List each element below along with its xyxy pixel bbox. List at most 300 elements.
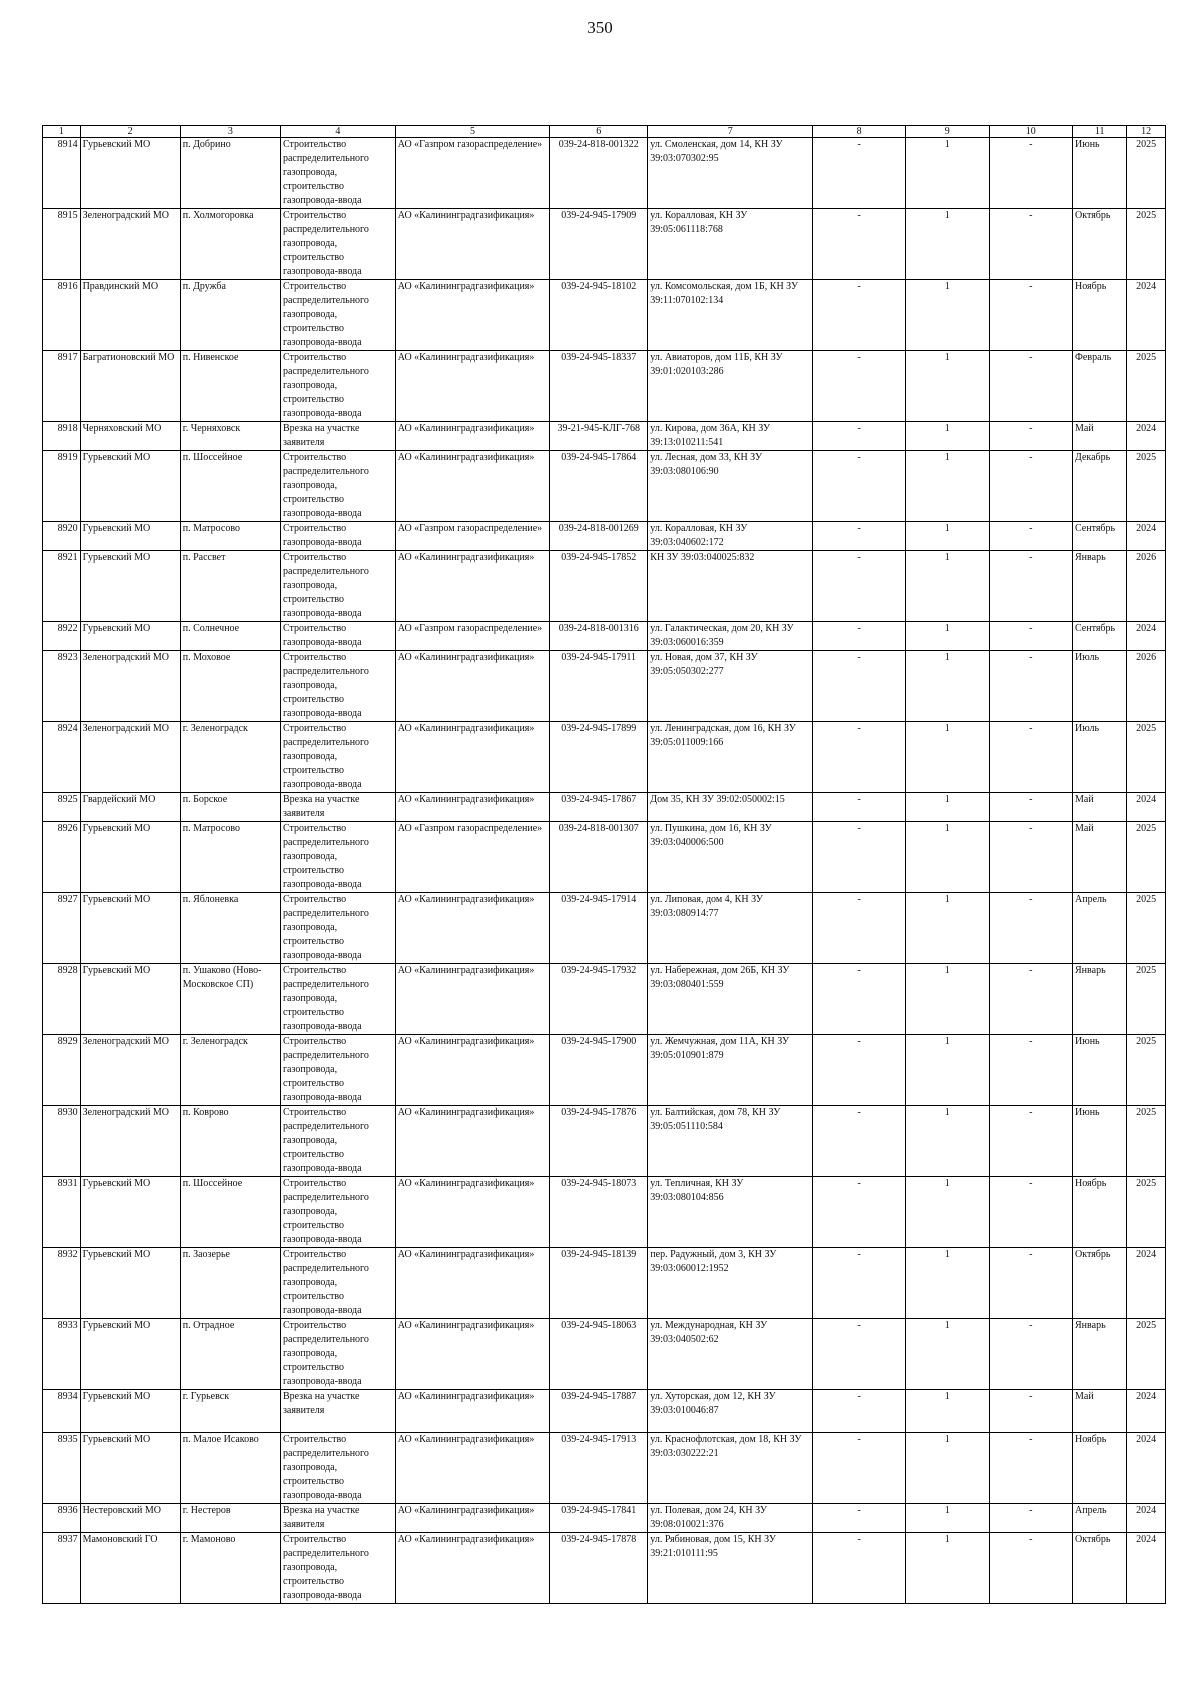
column-header: 6 xyxy=(550,126,648,138)
cell-col10: - xyxy=(989,1390,1072,1433)
cell-work-type: Строительство распределительного газопровода, строительство газопровода-ввода xyxy=(280,138,395,209)
cell-organization: АО «Калининградгазификация» xyxy=(395,964,549,1035)
cell-col8: - xyxy=(813,138,906,209)
cell-application-id: 039-24-945-17878 xyxy=(550,1533,648,1604)
cell-number: 8926 xyxy=(43,822,81,893)
registry-table xyxy=(42,125,1166,1604)
cell-work-type: Врезка на участке заявителя xyxy=(280,793,395,822)
cell-col10: - xyxy=(989,1504,1072,1533)
cell-col10: - xyxy=(989,793,1072,822)
cell-col9: 1 xyxy=(906,451,989,522)
cell-month: Сентябрь xyxy=(1073,522,1127,551)
cell-organization: АО «Калининградгазификация» xyxy=(395,1248,549,1319)
cell-col10: - xyxy=(989,522,1072,551)
cell-work-type: Строительство распределительного газопровода, строительство газопровода-ввода xyxy=(280,1319,395,1390)
column-header: 9 xyxy=(906,126,989,138)
cell-work-type: Строительство распределительного газопровода, строительство газопровода-ввода xyxy=(280,893,395,964)
table-row xyxy=(43,793,1166,822)
cell-work-type: Строительство распределительного газопровода, строительство газопровода-ввода xyxy=(280,1177,395,1248)
column-header: 12 xyxy=(1127,126,1166,138)
column-header: 11 xyxy=(1073,126,1127,138)
cell-application-id: 039-24-945-17867 xyxy=(550,793,648,822)
cell-year: 2024 xyxy=(1127,280,1166,351)
cell-col10: - xyxy=(989,622,1072,651)
cell-municipality: Гурьевский МО xyxy=(80,1433,180,1504)
cell-col10: - xyxy=(989,551,1072,622)
column-header: 4 xyxy=(280,126,395,138)
cell-col9: 1 xyxy=(906,1177,989,1248)
cell-municipality: Гурьевский МО xyxy=(80,1319,180,1390)
cell-year: 2025 xyxy=(1127,893,1166,964)
cell-settlement: п. Холмогоровка xyxy=(180,209,280,280)
cell-organization: АО «Газпром газораспределение» xyxy=(395,522,549,551)
cell-municipality: Зеленоградский МО xyxy=(80,1035,180,1106)
cell-organization: АО «Калининградгазификация» xyxy=(395,1533,549,1604)
cell-number: 8921 xyxy=(43,551,81,622)
cell-settlement: п. Ушаково (Ново-Московское СП) xyxy=(180,964,280,1035)
cell-col10: - xyxy=(989,1035,1072,1106)
cell-address: ул. Авиаторов, дом 11Б, КН ЗУ 39:01:020103:286 xyxy=(648,351,813,422)
cell-col8: - xyxy=(813,822,906,893)
cell-address: ул. Краснофлотская, дом 18, КН ЗУ 39:03:030222:21 xyxy=(648,1433,813,1504)
cell-organization: АО «Калининградгазификация» xyxy=(395,722,549,793)
cell-organization: АО «Калининградгазификация» xyxy=(395,280,549,351)
table-row xyxy=(43,822,1166,893)
cell-settlement: п. Моховое xyxy=(180,651,280,722)
table-row xyxy=(43,1533,1166,1604)
cell-work-type: Строительство распределительного газопровода, строительство газопровода-ввода xyxy=(280,451,395,522)
table-row xyxy=(43,209,1166,280)
cell-settlement: п. Шоссейное xyxy=(180,1177,280,1248)
column-header: 1 xyxy=(43,126,81,138)
cell-col8: - xyxy=(813,622,906,651)
cell-number: 8932 xyxy=(43,1248,81,1319)
cell-work-type: Строительство распределительного газопровода, строительство газопровода-ввода xyxy=(280,964,395,1035)
cell-year: 2024 xyxy=(1127,1433,1166,1504)
cell-application-id: 039-24-945-17899 xyxy=(550,722,648,793)
cell-month: Ноябрь xyxy=(1073,280,1127,351)
cell-organization: АО «Калининградгазификация» xyxy=(395,422,549,451)
cell-col8: - xyxy=(813,722,906,793)
cell-municipality: Гурьевский МО xyxy=(80,522,180,551)
cell-municipality: Нестеровский МО xyxy=(80,1504,180,1533)
cell-municipality: Гурьевский МО xyxy=(80,451,180,522)
cell-municipality: Гурьевский МО xyxy=(80,822,180,893)
cell-year: 2025 xyxy=(1127,1319,1166,1390)
cell-municipality: Черняховский МО xyxy=(80,422,180,451)
cell-col9: 1 xyxy=(906,1248,989,1319)
cell-month: Декабрь xyxy=(1073,451,1127,522)
cell-settlement: п. Борское xyxy=(180,793,280,822)
cell-col8: - xyxy=(813,1106,906,1177)
cell-col9: 1 xyxy=(906,351,989,422)
cell-col9: 1 xyxy=(906,622,989,651)
cell-year: 2024 xyxy=(1127,1533,1166,1604)
cell-month: Май xyxy=(1073,422,1127,451)
cell-municipality: Гурьевский МО xyxy=(80,964,180,1035)
cell-col8: - xyxy=(813,964,906,1035)
cell-year: 2025 xyxy=(1127,822,1166,893)
column-header: 10 xyxy=(989,126,1072,138)
cell-col8: - xyxy=(813,280,906,351)
cell-year: 2024 xyxy=(1127,793,1166,822)
cell-work-type: Строительство распределительного газопровода, строительство газопровода-ввода xyxy=(280,551,395,622)
cell-settlement: п. Матросово xyxy=(180,522,280,551)
cell-address: ул. Международная, КН ЗУ 39:03:040502:62 xyxy=(648,1319,813,1390)
cell-number: 8924 xyxy=(43,722,81,793)
cell-municipality: Гурьевский МО xyxy=(80,622,180,651)
cell-settlement: п. Матросово xyxy=(180,822,280,893)
cell-col8: - xyxy=(813,451,906,522)
cell-application-id: 039-24-945-17909 xyxy=(550,209,648,280)
cell-col8: - xyxy=(813,1390,906,1433)
cell-application-id: 039-24-945-17887 xyxy=(550,1390,648,1433)
cell-col9: 1 xyxy=(906,209,989,280)
cell-address: ул. Коралловая, КН ЗУ 39:05:061118:768 xyxy=(648,209,813,280)
cell-col9: 1 xyxy=(906,1035,989,1106)
cell-application-id: 039-24-945-17841 xyxy=(550,1504,648,1533)
cell-number: 8933 xyxy=(43,1319,81,1390)
cell-col9: 1 xyxy=(906,793,989,822)
cell-application-id: 039-24-945-18102 xyxy=(550,280,648,351)
cell-address: ул. Смоленская, дом 14, КН ЗУ 39:03:070302:95 xyxy=(648,138,813,209)
cell-application-id: 039-24-945-17932 xyxy=(550,964,648,1035)
cell-number: 8931 xyxy=(43,1177,81,1248)
cell-month: Январь xyxy=(1073,1319,1127,1390)
cell-number: 8930 xyxy=(43,1106,81,1177)
table-row xyxy=(43,651,1166,722)
table-body xyxy=(43,138,1166,1604)
cell-year: 2024 xyxy=(1127,422,1166,451)
cell-month: Июнь xyxy=(1073,1035,1127,1106)
cell-col10: - xyxy=(989,1106,1072,1177)
cell-number: 8936 xyxy=(43,1504,81,1533)
cell-col8: - xyxy=(813,209,906,280)
cell-month: Октябрь xyxy=(1073,1533,1127,1604)
cell-year: 2024 xyxy=(1127,522,1166,551)
cell-work-type: Строительство распределительного газопровода, строительство газопровода-ввода xyxy=(280,280,395,351)
cell-application-id: 039-24-945-18337 xyxy=(550,351,648,422)
cell-month: Июль xyxy=(1073,722,1127,793)
cell-year: 2025 xyxy=(1127,451,1166,522)
cell-work-type: Строительство распределительного газопровода, строительство газопровода-ввода xyxy=(280,1035,395,1106)
cell-settlement: п. Добрино xyxy=(180,138,280,209)
cell-address: ул. Новая, дом 37, КН ЗУ 39:05:050302:277 xyxy=(648,651,813,722)
cell-work-type: Врезка на участке заявителя xyxy=(280,1504,395,1533)
header-row xyxy=(43,126,1166,138)
cell-work-type: Строительство распределительного газопровода, строительство газопровода-ввода xyxy=(280,209,395,280)
cell-address: ул. Пушкина, дом 16, КН ЗУ 39:03:040006:500 xyxy=(648,822,813,893)
cell-col10: - xyxy=(989,138,1072,209)
cell-number: 8916 xyxy=(43,280,81,351)
cell-col10: - xyxy=(989,451,1072,522)
cell-work-type: Врезка на участке заявителя xyxy=(280,422,395,451)
cell-municipality: Гурьевский МО xyxy=(80,1390,180,1433)
cell-year: 2026 xyxy=(1127,551,1166,622)
cell-application-id: 039-24-945-17911 xyxy=(550,651,648,722)
cell-organization: АО «Калининградгазификация» xyxy=(395,793,549,822)
cell-address: ул. Коралловая, КН ЗУ 39:03:040602:172 xyxy=(648,522,813,551)
cell-municipality: Правдинский МО xyxy=(80,280,180,351)
cell-number: 8914 xyxy=(43,138,81,209)
cell-col10: - xyxy=(989,722,1072,793)
cell-month: Ноябрь xyxy=(1073,1433,1127,1504)
cell-number: 8937 xyxy=(43,1533,81,1604)
cell-organization: АО «Калининградгазификация» xyxy=(395,551,549,622)
cell-col8: - xyxy=(813,1319,906,1390)
cell-organization: АО «Калининградгазификация» xyxy=(395,1106,549,1177)
cell-col10: - xyxy=(989,1533,1072,1604)
table-row xyxy=(43,522,1166,551)
cell-year: 2025 xyxy=(1127,1177,1166,1248)
cell-application-id: 039-24-945-17852 xyxy=(550,551,648,622)
table-row xyxy=(43,1319,1166,1390)
cell-settlement: г. Черняховск xyxy=(180,422,280,451)
cell-organization: АО «Калининградгазификация» xyxy=(395,1433,549,1504)
cell-settlement: п. Рассвет xyxy=(180,551,280,622)
cell-col9: 1 xyxy=(906,138,989,209)
cell-settlement: г. Зеленоградск xyxy=(180,1035,280,1106)
cell-settlement: п. Отрадное xyxy=(180,1319,280,1390)
table-row xyxy=(43,138,1166,209)
cell-month: Апрель xyxy=(1073,893,1127,964)
cell-municipality: Зеленоградский МО xyxy=(80,722,180,793)
cell-settlement: п. Заозерье xyxy=(180,1248,280,1319)
column-header: 3 xyxy=(180,126,280,138)
cell-col10: - xyxy=(989,209,1072,280)
cell-col9: 1 xyxy=(906,822,989,893)
cell-col9: 1 xyxy=(906,651,989,722)
cell-col8: - xyxy=(813,351,906,422)
cell-year: 2024 xyxy=(1127,1248,1166,1319)
cell-number: 8925 xyxy=(43,793,81,822)
cell-application-id: 039-24-818-001269 xyxy=(550,522,648,551)
cell-col8: - xyxy=(813,651,906,722)
cell-address: ул. Галактическая, дом 20, КН ЗУ 39:03:060016:359 xyxy=(648,622,813,651)
cell-col10: - xyxy=(989,280,1072,351)
cell-application-id: 039-24-818-001322 xyxy=(550,138,648,209)
cell-address: КН ЗУ 39:03:040025:832 xyxy=(648,551,813,622)
cell-municipality: Зеленоградский МО xyxy=(80,1106,180,1177)
cell-work-type: Строительство распределительного газопровода, строительство газопровода-ввода xyxy=(280,1248,395,1319)
cell-month: Февраль xyxy=(1073,351,1127,422)
cell-number: 8918 xyxy=(43,422,81,451)
cell-col8: - xyxy=(813,1504,906,1533)
cell-address: ул. Набережная, дом 26Б, КН ЗУ 39:03:080401:559 xyxy=(648,964,813,1035)
cell-application-id: 039-24-945-18139 xyxy=(550,1248,648,1319)
column-header: 5 xyxy=(395,126,549,138)
cell-month: Октябрь xyxy=(1073,1248,1127,1319)
cell-year: 2025 xyxy=(1127,964,1166,1035)
cell-application-id: 039-24-945-17876 xyxy=(550,1106,648,1177)
cell-col8: - xyxy=(813,522,906,551)
cell-col8: - xyxy=(813,893,906,964)
table-row xyxy=(43,1390,1166,1433)
cell-year: 2025 xyxy=(1127,138,1166,209)
cell-number: 8929 xyxy=(43,1035,81,1106)
cell-work-type: Строительство распределительного газопровода, строительство газопровода-ввода xyxy=(280,651,395,722)
table-row xyxy=(43,964,1166,1035)
cell-municipality: Гурьевский МО xyxy=(80,1248,180,1319)
cell-application-id: 039-24-945-17913 xyxy=(550,1433,648,1504)
table-row xyxy=(43,1504,1166,1533)
table-row xyxy=(43,280,1166,351)
cell-settlement: п. Дружба xyxy=(180,280,280,351)
cell-number: 8923 xyxy=(43,651,81,722)
cell-year: 2026 xyxy=(1127,651,1166,722)
cell-col10: - xyxy=(989,822,1072,893)
cell-month: Октябрь xyxy=(1073,209,1127,280)
cell-year: 2025 xyxy=(1127,1106,1166,1177)
cell-organization: АО «Калининградгазификация» xyxy=(395,451,549,522)
table-row xyxy=(43,351,1166,422)
cell-month: Май xyxy=(1073,822,1127,893)
cell-settlement: п. Коврово xyxy=(180,1106,280,1177)
cell-address: Дом 35, КН ЗУ 39:02:050002:15 xyxy=(648,793,813,822)
column-header: 7 xyxy=(648,126,813,138)
cell-address: ул. Комсомольская, дом 1Б, КН ЗУ 39:11:070102:134 xyxy=(648,280,813,351)
cell-col8: - xyxy=(813,1248,906,1319)
table-row xyxy=(43,422,1166,451)
cell-settlement: п. Шоссейное xyxy=(180,451,280,522)
cell-month: Сентябрь xyxy=(1073,622,1127,651)
cell-organization: АО «Калининградгазификация» xyxy=(395,209,549,280)
cell-settlement: г. Гурьевск xyxy=(180,1390,280,1433)
cell-year: 2025 xyxy=(1127,209,1166,280)
cell-month: Июль xyxy=(1073,651,1127,722)
cell-address: ул. Липовая, дом 4, КН ЗУ 39:03:080914:77 xyxy=(648,893,813,964)
cell-month: Январь xyxy=(1073,551,1127,622)
table-row xyxy=(43,893,1166,964)
cell-col8: - xyxy=(813,1433,906,1504)
cell-municipality: Гурьевский МО xyxy=(80,138,180,209)
cell-col9: 1 xyxy=(906,722,989,793)
table-row xyxy=(43,1177,1166,1248)
cell-work-type: Строительство распределительного газопровода, строительство газопровода-ввода xyxy=(280,1433,395,1504)
cell-col9: 1 xyxy=(906,1106,989,1177)
cell-organization: АО «Калининградгазификация» xyxy=(395,351,549,422)
page-number: 350 xyxy=(587,18,613,37)
cell-col9: 1 xyxy=(906,522,989,551)
cell-col9: 1 xyxy=(906,551,989,622)
cell-work-type: Строительство распределительного газопровода, строительство газопровода-ввода xyxy=(280,722,395,793)
cell-col8: - xyxy=(813,551,906,622)
table-row xyxy=(43,722,1166,793)
cell-month: Май xyxy=(1073,1390,1127,1433)
cell-col10: - xyxy=(989,1433,1072,1504)
cell-settlement: г. Зеленоградск xyxy=(180,722,280,793)
cell-organization: АО «Калининградгазификация» xyxy=(395,1390,549,1433)
cell-col10: - xyxy=(989,422,1072,451)
cell-settlement: п. Нивенское xyxy=(180,351,280,422)
cell-work-type: Строительство газопровода-ввода xyxy=(280,522,395,551)
cell-municipality: Гурьевский МО xyxy=(80,893,180,964)
cell-col8: - xyxy=(813,793,906,822)
cell-settlement: п. Яблоневка xyxy=(180,893,280,964)
cell-col9: 1 xyxy=(906,422,989,451)
cell-organization: АО «Калининградгазификация» xyxy=(395,651,549,722)
cell-organization: АО «Калининградгазификация» xyxy=(395,893,549,964)
column-header: 8 xyxy=(813,126,906,138)
cell-col10: - xyxy=(989,351,1072,422)
cell-year: 2024 xyxy=(1127,1390,1166,1433)
cell-col9: 1 xyxy=(906,964,989,1035)
cell-organization: АО «Калининградгазификация» xyxy=(395,1177,549,1248)
cell-col8: - xyxy=(813,1177,906,1248)
cell-application-id: 039-24-818-001307 xyxy=(550,822,648,893)
cell-address: ул. Жемчужная, дом 11А, КН ЗУ 39:05:010901:879 xyxy=(648,1035,813,1106)
cell-col10: - xyxy=(989,1319,1072,1390)
cell-month: Июнь xyxy=(1073,138,1127,209)
cell-number: 8935 xyxy=(43,1433,81,1504)
cell-number: 8919 xyxy=(43,451,81,522)
table-row xyxy=(43,551,1166,622)
cell-municipality: Гвардейский МО xyxy=(80,793,180,822)
cell-number: 8934 xyxy=(43,1390,81,1433)
cell-number: 8917 xyxy=(43,351,81,422)
cell-municipality: Мамоновский ГО xyxy=(80,1533,180,1604)
cell-col10: - xyxy=(989,893,1072,964)
cell-col9: 1 xyxy=(906,1319,989,1390)
cell-municipality: Гурьевский МО xyxy=(80,1177,180,1248)
cell-number: 8922 xyxy=(43,622,81,651)
cell-col10: - xyxy=(989,1177,1072,1248)
cell-application-id: 039-24-945-17900 xyxy=(550,1035,648,1106)
cell-year: 2025 xyxy=(1127,351,1166,422)
cell-settlement: п. Малое Исаково xyxy=(180,1433,280,1504)
cell-settlement: г. Мамоново xyxy=(180,1533,280,1604)
cell-year: 2025 xyxy=(1127,1035,1166,1106)
cell-address: ул. Хуторская, дом 12, КН ЗУ 39:03:010046:87 xyxy=(648,1390,813,1433)
cell-organization: АО «Калининградгазификация» xyxy=(395,1035,549,1106)
cell-application-id: 039-24-945-17914 xyxy=(550,893,648,964)
cell-number: 8928 xyxy=(43,964,81,1035)
cell-address: ул. Тепличная, КН ЗУ 39:03:080104:856 xyxy=(648,1177,813,1248)
cell-settlement: п. Солнечное xyxy=(180,622,280,651)
cell-col8: - xyxy=(813,1533,906,1604)
cell-application-id: 039-24-945-18073 xyxy=(550,1177,648,1248)
table-row xyxy=(43,451,1166,522)
cell-municipality: Зеленоградский МО xyxy=(80,209,180,280)
table-row xyxy=(43,622,1166,651)
cell-number: 8915 xyxy=(43,209,81,280)
cell-work-type: Врезка на участке заявителя xyxy=(280,1390,395,1433)
cell-col9: 1 xyxy=(906,1390,989,1433)
cell-organization: АО «Газпром газораспределение» xyxy=(395,138,549,209)
cell-organization: АО «Калининградгазификация» xyxy=(395,1319,549,1390)
cell-work-type: Строительство распределительного газопровода, строительство газопровода-ввода xyxy=(280,1533,395,1604)
cell-municipality: Гурьевский МО xyxy=(80,551,180,622)
cell-col8: - xyxy=(813,422,906,451)
cell-organization: АО «Газпром газораспределение» xyxy=(395,622,549,651)
cell-year: 2025 xyxy=(1127,722,1166,793)
cell-application-id: 039-24-945-17864 xyxy=(550,451,648,522)
cell-application-id: 039-24-818-001316 xyxy=(550,622,648,651)
cell-month: Май xyxy=(1073,793,1127,822)
cell-address: ул. Лесная, дом 33, КН ЗУ 39:03:080106:90 xyxy=(648,451,813,522)
table-row xyxy=(43,1106,1166,1177)
cell-address: ул. Кирова, дом 36А, КН ЗУ 39:13:010211:541 xyxy=(648,422,813,451)
cell-year: 2024 xyxy=(1127,622,1166,651)
cell-settlement: г. Нестеров xyxy=(180,1504,280,1533)
cell-work-type: Строительство распределительного газопровода, строительство газопровода-ввода xyxy=(280,351,395,422)
cell-col10: - xyxy=(989,651,1072,722)
table-row xyxy=(43,1433,1166,1504)
table-row xyxy=(43,1248,1166,1319)
cell-work-type: Строительство распределительного газопровода, строительство газопровода-ввода xyxy=(280,822,395,893)
cell-address: пер. Радужный, дом 3, КН ЗУ 39:03:060012:1952 xyxy=(648,1248,813,1319)
cell-year: 2024 xyxy=(1127,1504,1166,1533)
